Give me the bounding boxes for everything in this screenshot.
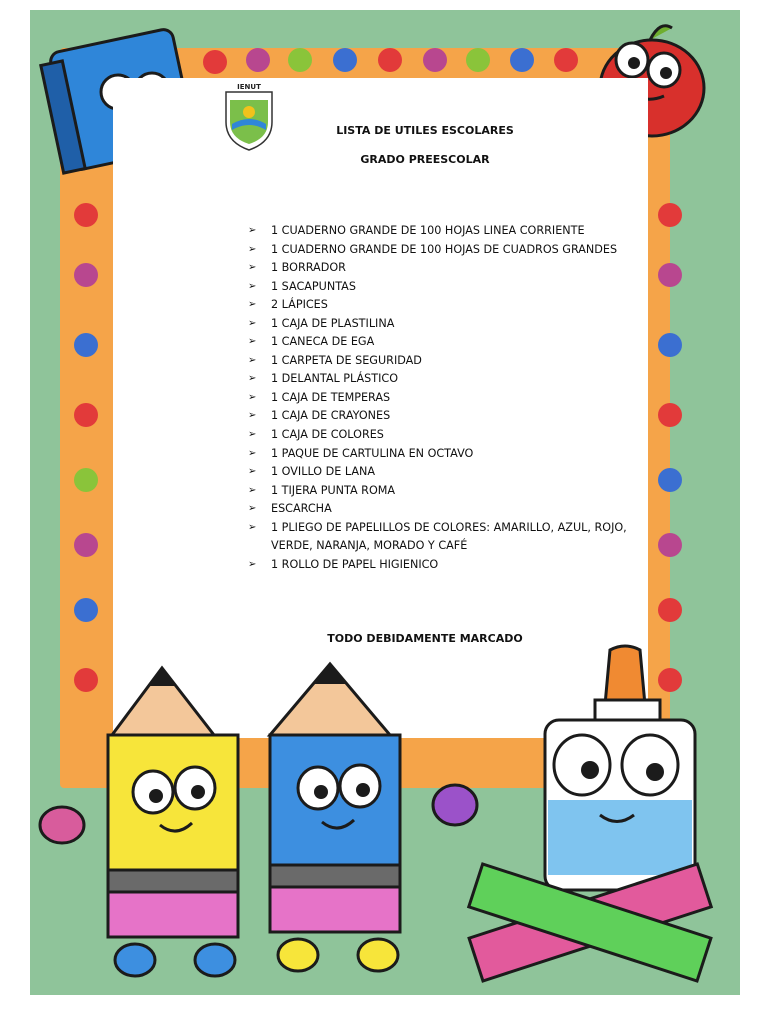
arrow-bullet-icon: ➢	[248, 354, 257, 366]
blue-pencil-character	[270, 664, 477, 971]
list-item-text: 1 TIJERA PUNTA ROMA	[271, 483, 396, 497]
list-item-text: 1 OVILLO DE LANA	[271, 465, 376, 479]
list-item-text: 1 PAQUE DE CARTULINA EN OCTAVO	[271, 446, 474, 460]
list-item-text: 1 DELANTAL PLÁSTICO	[271, 372, 399, 386]
arrow-bullet-icon: ➢	[248, 391, 257, 403]
arrow-bullet-icon: ➢	[248, 466, 257, 478]
arrow-bullet-icon: ➢	[248, 299, 257, 311]
arrow-bullet-icon: ➢	[248, 336, 257, 348]
arrow-bullet-icon: ➢	[248, 225, 257, 236]
arrow-bullet-icon: ➢	[248, 410, 257, 422]
arrow-bullet-icon: ➢	[248, 373, 257, 385]
list-item-text: 1 CAJA DE COLORES	[271, 428, 384, 442]
arrow-bullet-icon: ➢	[248, 243, 257, 255]
glue-bottle-character	[545, 646, 695, 890]
list-item-text: ESCARCHA	[271, 502, 332, 516]
arrow-bullet-icon: ➢	[248, 429, 257, 441]
list-item-text: 1 CARPETA DE SEGURIDAD	[271, 353, 422, 367]
arrow-bullet-icon: ➢	[248, 317, 257, 329]
arrow-bullet-icon: ➢	[248, 521, 257, 533]
footer-note: TODO DEBIDAMENTE MARCADO	[327, 632, 523, 645]
list-item-text: 1 CUADERNO GRANDE DE 100 HOJAS LINEA CORRIENTE	[271, 224, 585, 237]
list-item-text: 1 CAJA DE CRAYONES	[271, 409, 391, 423]
document-title: LISTA DE UTILES ESCOLARES	[336, 124, 514, 137]
list-item-text: 1 CAJA DE PLASTILINA	[271, 316, 395, 330]
arrow-bullet-icon: ➢	[248, 503, 257, 515]
arrow-bullet-icon: ➢	[248, 447, 257, 459]
yellow-pencil-character	[40, 668, 238, 976]
list-item-text: 1 BORRADOR	[271, 261, 346, 275]
list-item-text: 1 CAJA DE TEMPERAS	[271, 390, 391, 404]
arrow-bullet-icon: ➢	[248, 558, 257, 570]
document-subtitle: GRADO PREESCOLAR	[360, 153, 490, 166]
list-item-text: 2 LÁPICES	[271, 298, 328, 312]
arrow-bullet-icon: ➢	[248, 484, 257, 496]
list-item-text: 1 PLIEGO DE PAPELILLOS DE COLORES: AMARILLO, AZUL, ROJO, VERDE, NARANJA, MORADO Y CAFÉ	[271, 520, 627, 553]
arrow-bullet-icon: ➢	[248, 262, 257, 274]
arrow-bullet-icon: ➢	[248, 280, 257, 292]
logo-name: IENUT	[237, 83, 261, 91]
list-item-text: 1 CANECA DE EGA	[271, 335, 375, 349]
list-item-text: 1 SACAPUNTAS	[271, 279, 356, 293]
list-item-text: 1 CUADERNO GRANDE DE 100 HOJAS DE CUADROS GRANDES	[271, 242, 618, 256]
list-item-text: 1 ROLLO DE PAPEL HIGIENICO	[271, 557, 439, 571]
